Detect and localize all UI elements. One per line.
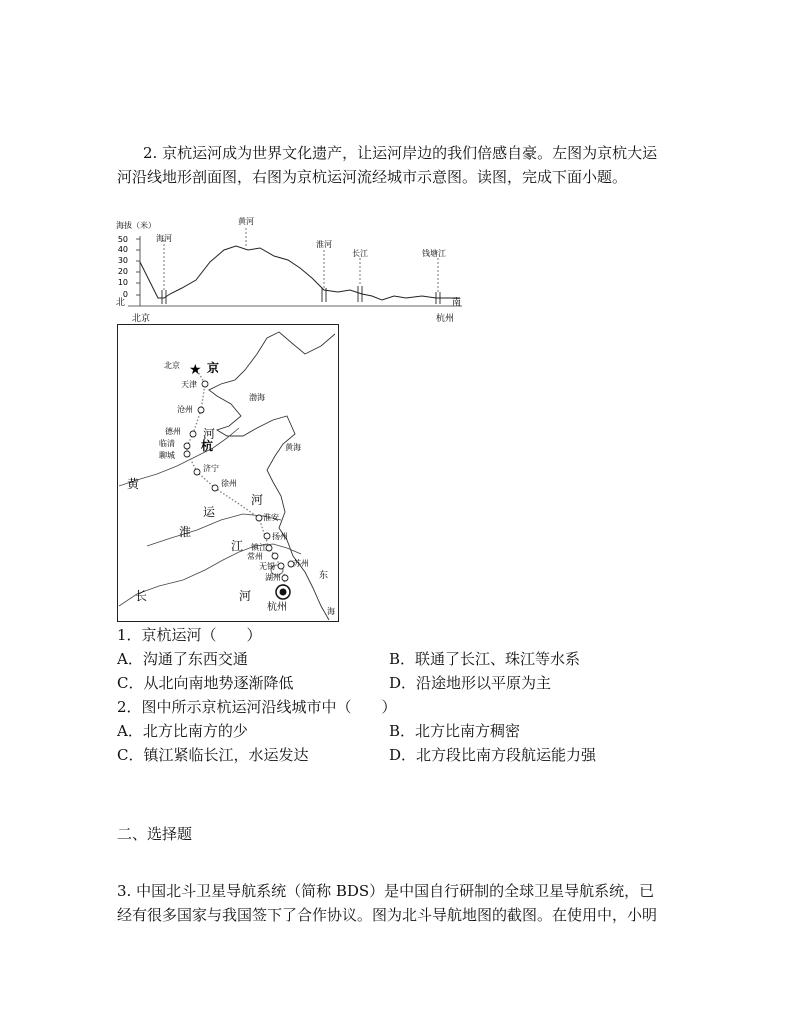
profile-river-huaihe: 淮河 (316, 240, 332, 249)
map-city-dezhou: 德州 (165, 427, 181, 436)
sub1-option-c[interactable]: C．从北向南地势逐渐降低 (117, 674, 294, 692)
map-city-cangzhou: 沧州 (177, 405, 193, 414)
map-river-char-huang: 黄 (127, 477, 140, 491)
map-river-char-jiang: 江 (231, 539, 244, 553)
q2-intro-line1: 2. 京杭运河成为世界文化遗产，让运河岸边的我们倍感自豪。左图为京杭大运 (143, 144, 658, 162)
beijing-star-icon: ★ (189, 362, 202, 378)
profile-river-guides (164, 228, 438, 292)
q3-line1: 3. 中国北斗卫星导航系统（简称 BDS）是中国自行研制的全球卫星导航系统，已 (117, 882, 655, 900)
map-city-tianjin: 天津 (181, 380, 197, 389)
profile-ylabel: 海拔（米） (116, 221, 156, 230)
sub2-option-d[interactable]: D．北方段比南方段航运能力强 (389, 746, 597, 764)
sub1-option-a[interactable]: A．沟通了东西交通 (117, 650, 248, 668)
map-sea-dong: 东 (319, 571, 329, 581)
map-sea-bohai: 渤海 (249, 393, 265, 402)
map-city-linqing: 临清 (159, 439, 175, 448)
sub1-option-b[interactable]: B．联通了长江、珠江等水系 (389, 650, 581, 668)
profile-tick-0: 0 (122, 290, 128, 299)
map-city-jining: 济宁 (203, 464, 219, 473)
profile-axis (128, 236, 462, 306)
canal-city-map (117, 324, 339, 622)
map-city-zhenjiang: 镇江 (251, 543, 267, 552)
map-city-hangzhou: 杭州 (267, 602, 287, 613)
map-city-liaocheng: 聊城 (159, 451, 175, 460)
profile-north-label: 北 (116, 298, 126, 308)
profile-start-city: 北京 (132, 314, 151, 324)
profile-tick-20: 20 (117, 267, 128, 276)
profile-terrain-line (140, 246, 460, 300)
profile-tick-40: 40 (117, 245, 128, 254)
profile-river-breaks (162, 286, 440, 304)
map-city-huaian: 淮安 (263, 513, 279, 522)
profile-tick-50: 50 (117, 235, 128, 244)
terrain-profile-figure (110, 210, 470, 325)
profile-tick-10: 10 (117, 278, 128, 287)
map-river-char-he-chang: 河 (239, 589, 252, 603)
section2-title: 二、选择题 (117, 825, 193, 843)
map-city-suzhou: 苏州 (293, 559, 309, 568)
sub2-option-b[interactable]: B．北方比南方稠密 (389, 722, 521, 740)
q3-line2: 经有很多国家与我国签下了合作协议。图为北斗导航地图的截图。在使用中，小明 (117, 906, 658, 924)
sub2-option-a[interactable]: A．北方比南方的少 (117, 722, 248, 740)
map-canal-char-hang: 杭 (201, 439, 214, 453)
profile-end-city: 杭州 (436, 314, 455, 324)
map-river-char-chang: 长 (135, 589, 148, 603)
profile-river-huanghe: 黄河 (238, 217, 254, 226)
map-city-yangzhou: 扬州 (272, 532, 288, 541)
map-city-beijing: 北京 (164, 361, 180, 370)
profile-river-changjiang: 长江 (352, 249, 368, 258)
sub1-option-d[interactable]: D．沿途地形以平原为主 (389, 674, 552, 692)
map-sea-huanghai: 黄海 (285, 443, 301, 452)
map-river-char-huai: 淮 (179, 525, 192, 539)
map-sea-hai: 海 (327, 607, 335, 616)
profile-river-haihe: 海河 (156, 234, 172, 243)
sub2-option-c[interactable]: C．镇江紧临长江，水运发达 (117, 746, 309, 764)
hangzhou-marker-dot (280, 589, 287, 596)
sub1-stem: 1．京杭运河（ ） (117, 626, 262, 644)
map-canal-char-he2: 河 (251, 493, 264, 507)
map-canal-char-he1: 河 (203, 427, 216, 441)
profile-south-label: 南 (452, 298, 462, 308)
map-city-xuzhou: 徐州 (221, 479, 237, 488)
map-city-wuxi: 无锡 (259, 562, 275, 571)
profile-river-qiantangjiang: 钱塘江 (422, 249, 446, 258)
sub2-stem: 2．图中所示京杭运河沿线城市中（ ） (117, 698, 397, 716)
map-city-huzhou: 湖州 (265, 573, 281, 582)
map-canal-char-jing: 京 (207, 361, 220, 375)
map-city-changzhou: 常州 (247, 552, 263, 561)
map-canal-char-yun: 运 (203, 505, 216, 519)
profile-tick-30: 30 (117, 256, 128, 265)
q2-intro-line2: 河沿线地形剖面图，右图为京杭运河流经城市示意图。读图，完成下面小题。 (117, 168, 628, 186)
